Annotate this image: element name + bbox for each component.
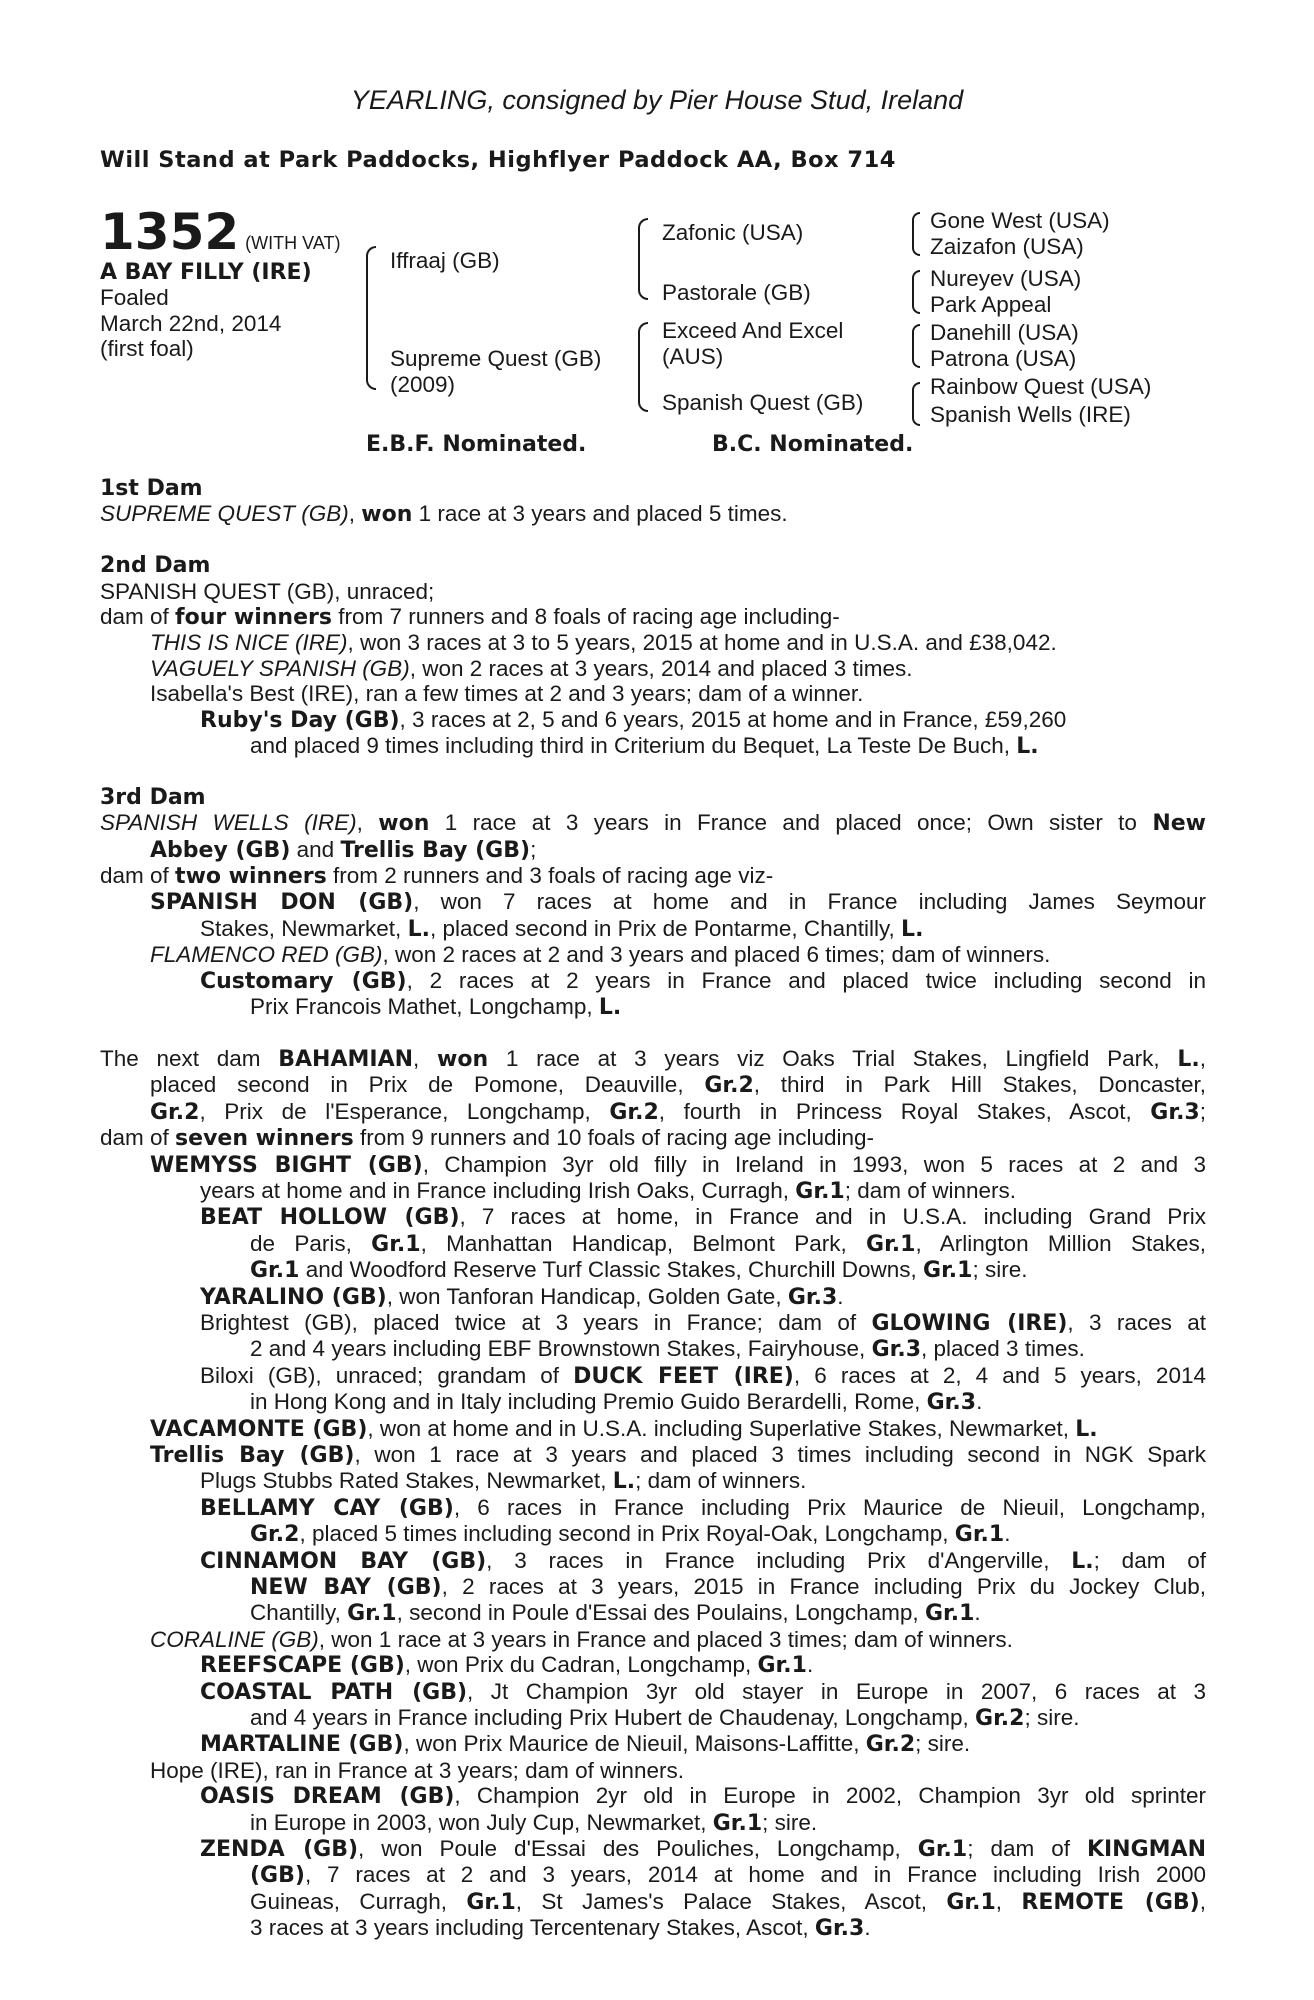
lot-number: 1352 bbox=[100, 203, 240, 261]
second-dam-line: VAGUELY SPANISH (GB), won 2 races at 3 years, 2014 and placed 3 times. bbox=[150, 655, 913, 681]
next-dam-line: 3 races at 3 years including Tercentenary Stakes, Ascot, Gr.3. bbox=[250, 1915, 871, 1942]
sire-dam: Pastorale (GB) bbox=[662, 280, 811, 305]
lot-name: A BAY FILLY (IRE) bbox=[100, 260, 312, 285]
next-dam-line: de Paris, Gr.1, Manhattan Handicap, Belmont Park, Gr.1, Arlington Million Stakes, bbox=[250, 1230, 1206, 1257]
ebf-nominated: E.B.F. Nominated. bbox=[366, 432, 587, 457]
second-dam-heading: 2nd Dam bbox=[100, 553, 211, 579]
next-dam-line: NEW BAY (GB), 2 races at 3 years, 2015 in France including Prix du Jockey Club, bbox=[250, 1574, 1206, 1601]
next-dam-line: CORALINE (GB), won 1 race at 3 years in France and placed 3 times; dam of winners. bbox=[150, 1626, 1013, 1652]
next-dam-line: COASTAL PATH (GB), Jt Champion 3yr old stayer in Europe in 2007, 6 races at 3 bbox=[200, 1678, 1206, 1705]
dam-name: Supreme Quest (GB) bbox=[390, 346, 602, 371]
second-dam-line: SPANISH QUEST (GB), unraced; bbox=[100, 578, 435, 604]
next-dam-line: placed second in Prix de Pomone, Deauville, Gr.2, third in Park Hill Stakes, Doncaster, bbox=[150, 1072, 1206, 1099]
third-dam-heading: 3rd Dam bbox=[100, 784, 206, 810]
third-dam-line: SPANISH DON (GB), won 7 races at home and in France including James Seymour bbox=[150, 889, 1206, 916]
lot-block bbox=[100, 203, 341, 362]
second-dam-line: and placed 9 times including third in Criterium du Bequet, La Teste De Buch, L. bbox=[250, 733, 1039, 760]
next-dam-line: The next dam BAHAMIAN, won 1 race at 3 years viz Oaks Trial Stakes, Lingfield Park, L., bbox=[100, 1045, 1206, 1072]
vat-label: (WITH VAT) bbox=[245, 233, 341, 253]
bracket-sire-line bbox=[638, 218, 648, 300]
bracket-g3 bbox=[912, 324, 920, 368]
next-dam-line: (GB), 7 races at 2 and 3 years, 2014 at home and in France including Irish 2000 bbox=[250, 1862, 1206, 1889]
next-dam-line: Biloxi (GB), unraced; grandam of DUCK FEET (IRE), 6 races at 2, 4 and 5 years, 2014 bbox=[200, 1362, 1206, 1389]
next-dam-line: Chantilly, Gr.1, second in Poule d'Essai des Poulains, Longchamp, Gr.1. bbox=[250, 1600, 981, 1627]
next-dam-line: Guineas, Curragh, Gr.1, St James's Palace Stakes, Ascot, Gr.1, REMOTE (GB), bbox=[250, 1888, 1206, 1915]
consignor-line: YEARLING, consigned by Pier House Stud, Ireland bbox=[350, 85, 964, 115]
third-dam-line: dam of two winners from 2 runners and 3 foals of racing age viz- bbox=[100, 863, 774, 890]
grandsire-1: Gone West (USA) bbox=[930, 208, 1110, 233]
next-dam-line: Gr.2, Prix de l'Esperance, Longchamp, Gr.2, fourth in Princess Royal Stakes, Ascot, Gr.3; bbox=[150, 1098, 1206, 1125]
next-dam-line: REEFSCAPE (GB), won Prix du Cadran, Longchamp, Gr.1. bbox=[200, 1652, 814, 1679]
next-dam-line: in Hong Kong and in Italy including Premio Guido Berardelli, Rome, Gr.3. bbox=[250, 1389, 983, 1416]
second-dam-line: THIS IS NICE (IRE), won 3 races at 3 to 5 years, 2015 at home and in U.S.A. and £38,042. bbox=[150, 630, 1057, 656]
dam-sire-2: (AUS) bbox=[662, 344, 724, 369]
sire-sire: Zafonic (USA) bbox=[662, 220, 804, 245]
next-dam-line: Gr.1 and Woodford Reserve Turf Classic Stakes, Churchill Downs, Gr.1; sire. bbox=[250, 1257, 1028, 1284]
next-dam-line: CINNAMON BAY (GB), 3 races in France including Prix d'Angerville, L.; dam of bbox=[200, 1547, 1207, 1574]
next-dam-line: Gr.2, placed 5 times including second in Prix Royal-Oak, Longchamp, Gr.1. bbox=[250, 1521, 1011, 1548]
dam-sire-1: Exceed And Excel bbox=[662, 318, 844, 343]
next-dam-line: VACAMONTE (GB), won at home and in U.S.A. including Superlative Stakes, Newmarket, L. bbox=[150, 1415, 1098, 1442]
next-dam-line: OASIS DREAM (GB), Champion 2yr old in Europe in 2002, Champion 3yr old sprinter bbox=[200, 1783, 1206, 1810]
foal-note: (first foal) bbox=[100, 336, 194, 362]
bracket-g1 bbox=[912, 212, 920, 256]
bracket-sire-dam bbox=[366, 246, 376, 390]
grandsire-5: Danehill (USA) bbox=[930, 320, 1079, 345]
grandsire-4: Park Appeal bbox=[930, 292, 1052, 317]
next-dam-line: ZENDA (GB), won Poule d'Essai des Pouliches, Longchamp, Gr.1; dam of KINGMAN bbox=[200, 1836, 1206, 1863]
grandsire-3: Nureyev (USA) bbox=[930, 266, 1082, 291]
second-dam-line: dam of four winners from 7 runners and 8 foals of racing age including- bbox=[100, 604, 840, 631]
bracket-g4 bbox=[912, 382, 920, 426]
sire-name: Iffraaj (GB) bbox=[390, 248, 500, 273]
second-dam-line: Isabella's Best (IRE), ran a few times at 2 and 3 years; dam of a winner. bbox=[150, 681, 864, 707]
third-dam-line: FLAMENCO RED (GB), won 2 races at 2 and 3 years and placed 6 times; dam of winners. bbox=[150, 942, 1051, 968]
next-dam-line: MARTALINE (GB), won Prix Maurice de Nieuil, Maisons-Laffitte, Gr.2; sire. bbox=[200, 1731, 971, 1758]
third-dam-line: Stakes, Newmarket, L., placed second in Prix de Pontarme, Chantilly, L. bbox=[200, 915, 924, 942]
grandsire-2: Zaizafon (USA) bbox=[930, 234, 1084, 259]
next-dam-line: YARALINO (GB), won Tanforan Handicap, Golden Gate, Gr.3. bbox=[200, 1283, 844, 1310]
next-dam-line: BELLAMY CAY (GB), 6 races in France including Prix Maurice de Nieuil, Longchamp, bbox=[200, 1494, 1206, 1521]
grandsire-7: Rainbow Quest (USA) bbox=[930, 374, 1152, 399]
next-dam-line: Plugs Stubbs Rated Stakes, Newmarket, L.; dam of winners. bbox=[200, 1468, 807, 1495]
next-dam-line: in Europe in 2003, won July Cup, Newmarket, Gr.1; sire. bbox=[250, 1809, 818, 1836]
foaled-label: Foaled bbox=[100, 285, 169, 311]
grandsire-8: Spanish Wells (IRE) bbox=[930, 402, 1131, 427]
third-dam-line: Abbey (GB) and Trellis Bay (GB); bbox=[150, 836, 537, 863]
catalogue-body bbox=[100, 476, 1206, 1942]
next-dam-line: and 4 years in France including Prix Hubert de Chaudenay, Longchamp, Gr.2; sire. bbox=[250, 1705, 1080, 1732]
bracket-g2 bbox=[912, 270, 920, 314]
foaled-date: March 22nd, 2014 bbox=[100, 310, 282, 336]
dam-dam: Spanish Quest (GB) bbox=[662, 390, 864, 415]
next-dam-line: Hope (IRE), ran in France at 3 years; dam of winners. bbox=[150, 1757, 684, 1783]
stand-location: Will Stand at Park Paddocks, Highflyer Paddock AA, Box 714 bbox=[100, 147, 896, 173]
third-dam-line: SPANISH WELLS (IRE), won 1 race at 3 years in France and placed once; Own sister to New bbox=[100, 810, 1206, 837]
bc-nominated: B.C. Nominated. bbox=[712, 432, 914, 457]
grandsire-6: Patrona (USA) bbox=[930, 346, 1077, 371]
bracket-dam-line bbox=[638, 322, 648, 412]
next-dam-line: dam of seven winners from 9 runners and 10 foals of racing age including- bbox=[100, 1125, 875, 1152]
first-dam-line: SUPREME QUEST (GB), won 1 race at 3 years and placed 5 times. bbox=[100, 501, 788, 528]
next-dam-line: BEAT HOLLOW (GB), 7 races at home, in France and in U.S.A. including Grand Prix bbox=[200, 1204, 1206, 1231]
next-dam-line: years at home and in France including Irish Oaks, Curragh, Gr.1; dam of winners. bbox=[200, 1177, 1017, 1204]
first-dam-heading: 1st Dam bbox=[100, 476, 203, 501]
second-dam-line: Ruby's Day (GB), 3 races at 2, 5 and 6 years, 2015 at home and in France, £59,260 bbox=[200, 706, 1067, 733]
third-dam-line: Prix Francois Mathet, Longchamp, L. bbox=[250, 994, 622, 1021]
next-dam-line: 2 and 4 years including EBF Brownstown Stakes, Fairyhouse, Gr.3, placed 3 times. bbox=[250, 1336, 1085, 1363]
next-dam-line: WEMYSS BIGHT (GB), Champion 3yr old filly in Ireland in 1993, won 5 races at 2 and 3 bbox=[150, 1151, 1206, 1178]
next-dam-line: Trellis Bay (GB), won 1 race at 3 years and placed 3 times including second in NGK Spark bbox=[150, 1441, 1206, 1468]
dam-year: (2009) bbox=[390, 372, 456, 397]
next-dam-line: Brightest (GB), placed twice at 3 years in France; dam of GLOWING (IRE), 3 races at bbox=[200, 1309, 1206, 1336]
third-dam-line: Customary (GB), 2 races at 2 years in France and placed twice including second in bbox=[200, 967, 1206, 994]
